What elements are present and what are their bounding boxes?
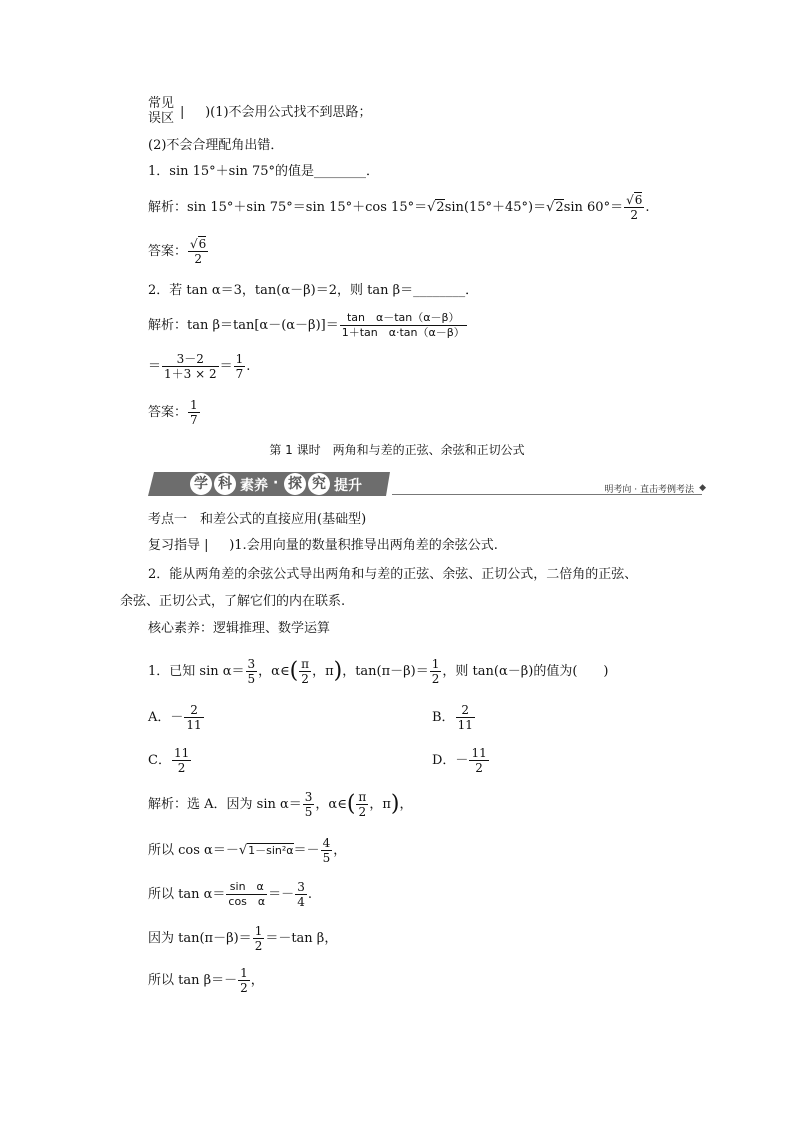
q2-solution-line2: ＝ $\frac{3-2}{1+3 \times 2}$ ＝ $\frac{1}{7}$ . bbox=[148, 352, 251, 381]
banner-char-ke: 科 bbox=[214, 473, 236, 495]
kaodian-title: 考点一 和差公式的直接应用(基础型) bbox=[148, 512, 367, 527]
banner-dot: · bbox=[273, 475, 279, 491]
core-literacy: 核心素养：逻辑推理、数学运算 bbox=[148, 621, 331, 636]
banner-right-text: 明考向 · 直击考例考法 bbox=[604, 485, 694, 495]
q2-fraction-result: $\frac{1}{7}$ bbox=[235, 352, 244, 381]
lesson-title: 第 1 课时 两角和与差的正弦、余弦和正切公式 bbox=[269, 443, 525, 457]
solution-line-2: 所以 cos α＝－√1－sin²α＝－ $\frac{4}{5}$ ， bbox=[148, 836, 347, 865]
mistakes-label: 常见 误区 bbox=[148, 96, 175, 126]
p1-tan-fraction: $\frac{1}{2}$ bbox=[431, 657, 440, 686]
p1-sin-fraction: $\frac{3}{5}$ bbox=[247, 657, 256, 686]
mistakes-item-1: | )(1)不会用公式找不到思路； bbox=[180, 105, 372, 120]
p1-pi-half: $\frac{\pi}{2}$ bbox=[301, 657, 310, 686]
q2-answer-fraction: $\frac{1}{7}$ bbox=[190, 398, 198, 427]
mistakes-item-2: (2)不会合理配角出错． bbox=[148, 138, 284, 153]
q1-solution: 解析：sin 15°＋sin 75°＝sin 15°＋cos 15°＝√2sin(15°＋45°)＝√2sin 60°＝ $\frac{√6}{2}$ . bbox=[148, 193, 650, 222]
banner-char-xue: 学 bbox=[190, 473, 212, 495]
option-d[interactable]: D．－ $\frac{11}{2}$ bbox=[432, 746, 487, 775]
q2-answer: 答案： $\frac{1}{7}$ bbox=[148, 398, 198, 427]
diamond-icon: ◆ bbox=[699, 483, 706, 493]
option-a[interactable]: A．－ $\frac{2}{11}$ bbox=[148, 703, 202, 732]
section-banner bbox=[148, 470, 708, 498]
option-b[interactable]: B． $\frac{2}{11}$ bbox=[432, 703, 473, 732]
q1-text: 1．sin 15°＋sin 75°的值是________． bbox=[148, 164, 380, 179]
q2-solution-fraction: $\frac{\text{tan α－tan（α－β）}}{\text{1＋tan α·tan（α－β）}}$ bbox=[341, 311, 465, 339]
review-guide-2a: 2．能从两角差的余弦公式导出两角和与差的正弦、余弦、正切公式，二倍角的正弦、 bbox=[148, 567, 638, 582]
banner-char-tan: 探 bbox=[284, 473, 306, 495]
banner-char-jiu: 究 bbox=[308, 473, 330, 495]
review-guide-2b: 余弦、正切公式，了解它们的内在联系. bbox=[120, 594, 346, 609]
problem-1: 1．已知 sin α＝ $\frac{3}{5}$ ，α∈( $\frac{\pi}{2}$ ，π)，tan(π－β)＝ $\frac{1}{2}$ ，则 tan(α－β)的值为( ) bbox=[148, 657, 609, 686]
q2-text: 2．若 tan α＝3，tan(α－β)＝2，则 tan β＝________． bbox=[148, 283, 479, 298]
q1-solution-fraction: $\frac{√6}{2}$ bbox=[626, 193, 643, 222]
banner-text-tisheng: 提升 bbox=[334, 478, 362, 494]
q1-answer-fraction: $\frac{√6}{2}$ bbox=[190, 237, 207, 266]
banner-text-suyang: 素养 bbox=[240, 478, 268, 494]
solution-line-3: 所以 tan α＝ $\frac{\text{sin α}}{\text{cos α}}$ ＝－ $\frac{3}{4}$ . bbox=[148, 880, 312, 909]
solution-line-5: 所以 tan β＝－ $\frac{1}{2}$ ， bbox=[148, 966, 264, 995]
solution-line-1: 解析：选 A．因为 sin α＝ $\frac{3}{5}$ ，α∈( $\frac{\pi}{2}$ ，π)， bbox=[148, 790, 413, 819]
review-guide: 复习指导 | )1.会用向量的数量积推导出两角差的余弦公式. bbox=[148, 538, 498, 553]
q2-fraction-numeric: $\frac{3-2}{1+3 \times 2}$ bbox=[164, 352, 217, 381]
q1-answer: 答案： $\frac{√6}{2}$ bbox=[148, 237, 207, 266]
solution-line-4: 因为 tan(π－β)＝ $\frac{1}{2}$ ＝－tan β， bbox=[148, 924, 338, 953]
option-c[interactable]: C． $\frac{11}{2}$ bbox=[148, 746, 190, 775]
q2-solution-line1: 解析：tan β＝tan[α－(α－β)]＝ $\frac{\text{tan α－tan（α－β）}}{\text{1＋tan α·tan（α－β）}}$ bbox=[148, 311, 465, 339]
